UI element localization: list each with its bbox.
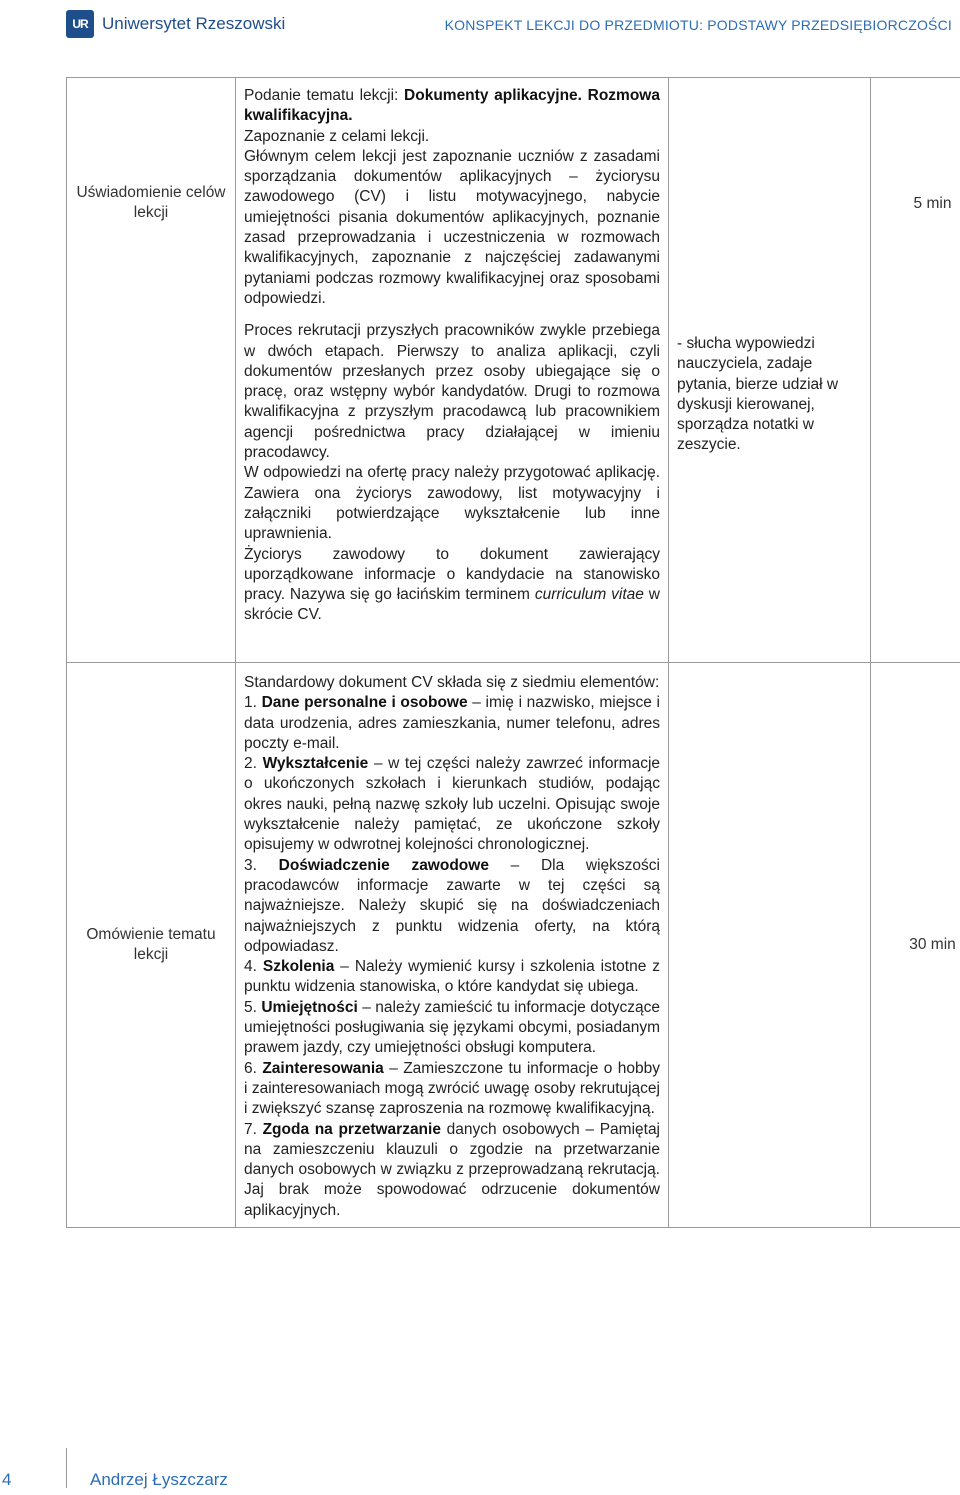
student-activity: - słucha wypowiedzi nauczyciela, zadaje pytania, bierze udział w dyskusji kierowanej, sporządza notatki w zeszycie. xyxy=(677,335,839,454)
table-row xyxy=(67,78,960,663)
list-item: 4. Szkolenia – Należy wymienić kursy i szkolenia istotne z punktu widzenia stanowiska, o które kandydat się ubiega. xyxy=(244,958,660,996)
university-logo xyxy=(66,10,285,38)
paragraph: Życiorys zawodowy to dokument zawierający uporządkowane informacje o kandydacie na stanowisko pracy. Nazywa się go łacińskim terminem curriculum vitae w skrócie CV. xyxy=(244,545,661,624)
list-item: 5. Umiejętności – należy zamieścić tu informacje dotyczące umiejętności posługiwania się językami obcymi, posiadanym prawem jazdy, czy umiejętności obsługi komputera. xyxy=(244,998,660,1057)
paragraph: Standardowy dokument CV składa się z siedmiu elementów: xyxy=(244,674,660,691)
list-item: 1. Dane personalne i osobowe – imię i nazwisko, miejsce i data urodzenia, adres zamieszkania, numer telefonu, adres poczty e-mail. xyxy=(244,694,660,752)
stage-cell: Uświadomienie celów lekcji xyxy=(67,78,236,663)
page-header xyxy=(0,0,960,50)
list-item: 2. Wykształcenie – w tej części należy zawrzeć informacje o ukończonych szkołach i kierunkach studiów, podając okres nauki, pełną nazwę szkoły lub uczelni. Opisując swoje wykształcenie należy pamiętać, ze ukończone szkoły opisujemy w odwrotnej kolejności chronologicznej. xyxy=(244,755,661,854)
time-value: 30 min xyxy=(909,935,956,953)
list-item: 6. Zainteresowania – Zamieszczone tu informacje o hobby i zainteresowaniach mogą zwrócić uwagę osoby rekrutującej i zwiększyć szansę zaproszenia na rozmowę kwalifikacyjną. xyxy=(244,1059,660,1118)
time-cell xyxy=(871,663,960,1228)
logo-mark-icon: UR xyxy=(66,10,94,38)
student-activity-cell xyxy=(669,663,871,1228)
time-value: 5 min xyxy=(913,195,952,212)
list-item: 3. Doświadczenie zawodowe – Dla większości pracodawców informacje zawarte w tej części są najważniejsze. Należy skupić się na doświadczeniach najważniejszych z punktu widzenia oferty, na którą odpowiadasz. xyxy=(244,856,660,955)
author-name: Andrzej Łyszczarz xyxy=(90,1470,228,1489)
paragraph: Głównym celem lekcji jest zapoznanie uczniów z zasadami sporządzania dokumentów aplikacyjnych – życiorysu zawodowego (CV) i listu motywacyjnego, nabycie umiejętności pisania dokumentów aplikacyjnych, poznanie zasad przeprowadzania i uczestniczenia w rozmowach kwalifikacyjnych, zapoznanie z najczęściej zadawanymi pytaniami podczas rozmowy kwalifikacyjnej oraz sposobami odpowiedzi. xyxy=(244,147,660,307)
list-item: 7. Zgoda na przetwarzanie danych osobowych – Pamiętaj na zamieszczeniu klauzuli o zgodzie na przetwarzanie danych osobowych w związku z przeprowadzaną rekrutacją. Jaj brak może spowodować odrzucenie dokumentów aplikacyjnych. xyxy=(244,1120,661,1219)
content-cell xyxy=(236,663,669,1228)
document-title: KONSPEKT LEKCJI DO PRZEDMIOTU: PODSTAWY PRZEDSIĘBIORCZOŚCI xyxy=(444,17,952,33)
lesson-topic: Podanie tematu lekcji: Dokumenty aplikacyjne. Rozmowa kwalifikacyjna. xyxy=(244,87,660,125)
paragraph: Proces rekrutacji przyszłych pracowników zwykle przebiega w dwóch etapach. Pierwszy to analiza aplikacji, czyli dokumentów przesłanych przez osoby ubiegające się o pracę, oraz wstępny wybór kandydatów. Drugi to rozmowa kwalifikacyjna z przyszłym pracodawcą lub pracownikiem agencji pośrednictwa pracy działającej w imieniu pracodawcy. xyxy=(244,322,660,462)
student-activity-cell xyxy=(669,78,871,663)
paragraph: Zapoznanie z celami lekcji. xyxy=(244,127,430,145)
footer-divider xyxy=(66,1448,67,1488)
time-cell xyxy=(871,78,960,663)
lesson-plan-table xyxy=(66,77,960,1228)
stage-cell: Omówienie tematu lekcji xyxy=(67,663,236,1228)
university-name: Uniwersytet Rzeszowski xyxy=(102,14,286,33)
paragraph: W odpowiedzi na ofertę pracy należy przygotować aplikację. Zawiera ona życiorys zawodowy, list motywacyjny i załączniki potwierdzające wykształcenie lub inne uprawnienia. xyxy=(244,464,660,543)
page-number: 4 xyxy=(2,1470,12,1489)
content-cell xyxy=(236,78,669,663)
table-row xyxy=(67,663,960,1228)
